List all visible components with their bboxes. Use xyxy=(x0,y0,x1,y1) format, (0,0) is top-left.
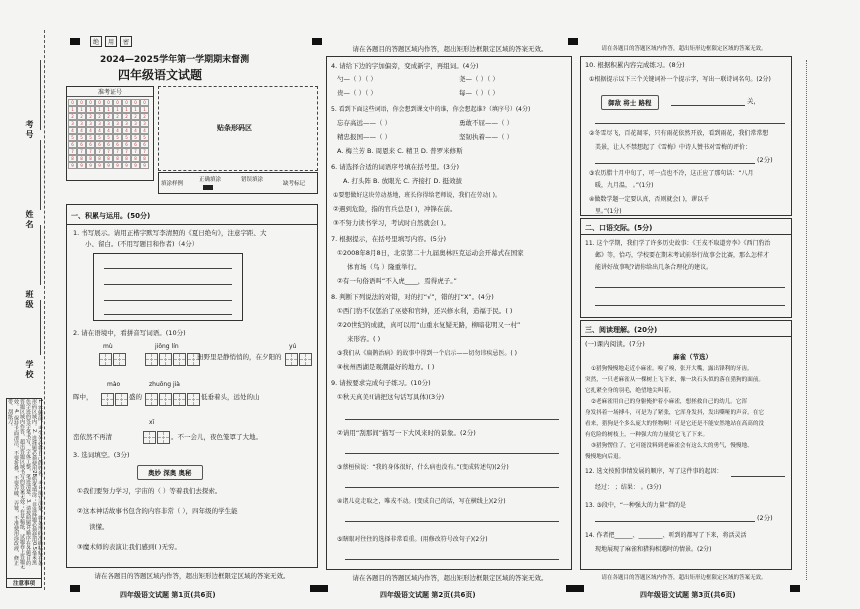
number-bubble[interactable]: 6 xyxy=(68,141,77,148)
number-bubble[interactable]: 3 xyxy=(131,120,140,127)
answer-cell[interactable] xyxy=(173,353,186,366)
answer-line[interactable] xyxy=(595,305,785,306)
pinyin-6: xī xyxy=(149,419,155,426)
number-bubble[interactable]: 7 xyxy=(77,148,86,155)
q2-line-2b: 盛的 xyxy=(129,393,142,401)
corner-mark xyxy=(70,38,80,45)
q10-row-c2: (2分) xyxy=(757,156,773,164)
q2-line-1: 田野里是静悄悄的，在夕阳的 xyxy=(197,353,282,361)
number-bubble[interactable]: 1 xyxy=(122,106,131,113)
number-grid-row xyxy=(68,120,152,127)
number-bubble[interactable]: 5 xyxy=(140,134,149,141)
number-grid-row xyxy=(68,155,152,162)
number-bubble[interactable]: 4 xyxy=(104,127,113,134)
corner-mark xyxy=(790,585,800,592)
number-bubble[interactable]: 0 xyxy=(95,99,104,106)
number-bubble[interactable]: 3 xyxy=(77,120,86,127)
passage-line: 有危险的树枝上，一种强大的力量使它飞了下来。 xyxy=(585,432,709,438)
q11-line-c: 能讲好故事呢?请你给出几条合理化的建议。 xyxy=(595,264,713,271)
q6-options: A. 打头阵 B. 放眼光 C. 齐接打 D. 挺效拔 xyxy=(343,177,463,185)
section-3-box xyxy=(580,320,792,570)
q10-row-e: 暖，九月温， 。”(1分) xyxy=(595,182,654,189)
answer-cell[interactable] xyxy=(113,353,126,366)
q3-c2b: 读懂。 xyxy=(89,523,109,531)
q1-line-b: 小、留白。(不用写题目和作者)（4分） xyxy=(85,240,199,248)
number-bubble[interactable]: 6 xyxy=(140,141,149,148)
passage-line: 身发抖着一场搏斗，可是为了紧张，它浑身发抖，发出嘶哑的声音。在它 xyxy=(585,410,765,416)
number-bubble[interactable]: 8 xyxy=(77,155,86,162)
q9-row-a: ①秋天真美!(请把这句话写具体)(3分) xyxy=(337,393,445,401)
number-bubble[interactable]: 3 xyxy=(95,120,104,127)
number-bubble[interactable]: 9 xyxy=(86,162,95,169)
q3-options: 奥妙 深奥 奥秘 xyxy=(137,465,203,480)
q2-title: 2. 请在语境中，看拼音写词语。(10分) xyxy=(73,329,186,337)
q7-row-a: ①2008年8月8日，北京第二十九届奥林匹克运动会开幕式在国家 xyxy=(337,249,524,257)
number-bubble[interactable]: 8 xyxy=(122,155,131,162)
number-grid-row xyxy=(68,134,152,141)
answer-line[interactable] xyxy=(731,476,785,477)
number-bubble[interactable]: 8 xyxy=(68,155,77,162)
number-bubble[interactable]: 6 xyxy=(104,141,113,148)
q9-row-b: ②请用“刮那间”描写一下大风来时的景象。(2分) xyxy=(337,429,476,437)
correct-fill-label: 正确填涂 xyxy=(199,177,222,183)
q3-c1: ①我们要努力学习，宇宙的（ ）等着我们去探索。 xyxy=(77,487,222,495)
answer-cell[interactable] xyxy=(285,353,298,366)
pinyin-4: mào xyxy=(107,381,121,388)
answer-notice: 请在各题目的答题区域内作答，超出矩形边框限定区域的答案无效。 xyxy=(352,574,548,582)
answer-cell[interactable] xyxy=(159,393,172,406)
number-bubble[interactable]: 4 xyxy=(77,127,86,134)
number-bubble[interactable]: 0 xyxy=(77,99,86,106)
answer-cell[interactable] xyxy=(187,393,200,406)
number-bubble[interactable]: 2 xyxy=(95,113,104,120)
number-bubble[interactable]: 4 xyxy=(95,127,104,134)
number-bubble[interactable]: 7 xyxy=(131,148,140,155)
q10-row-a: ①根据提示以下三个关键词补一个提示字，写出一联诗词名句。(2分) xyxy=(589,76,771,83)
number-bubble[interactable]: 0 xyxy=(104,99,113,106)
answer-notice: 请在各题目的答题区域内作答，超出矩形边框限定区域的答案无效。 xyxy=(352,45,548,53)
number-bubble[interactable]: 9 xyxy=(113,162,122,169)
number-bubble[interactable]: 5 xyxy=(68,134,77,141)
number-bubble[interactable]: 3 xyxy=(140,120,149,127)
passage-title: 麻雀（节选） xyxy=(673,353,712,361)
number-bubble[interactable]: 7 xyxy=(140,148,149,155)
q6-row-c: ③不努力读书学习，考试时自然就会( )。 xyxy=(333,219,450,227)
number-bubble[interactable]: 8 xyxy=(131,155,140,162)
badge: 密 xyxy=(120,36,132,47)
q4-row-a: 勺—（ ）（ ） xyxy=(337,75,377,83)
number-bubble[interactable]: 6 xyxy=(122,141,131,148)
q12-line-b: 经过： ；结果： 。(3分) xyxy=(595,484,662,491)
answer-line[interactable] xyxy=(345,487,559,488)
q2-line-3b: 。不一会儿，夜色笼罩了大地。 xyxy=(171,433,262,441)
answer-notice: 请在各题目的答题区域内作答，超出矩形边框限定区域的答案无效。 xyxy=(601,46,767,52)
number-bubble[interactable]: 0 xyxy=(140,99,149,106)
number-bubble[interactable]: 5 xyxy=(104,134,113,141)
secret-badges xyxy=(90,36,132,47)
left-dashed-line xyxy=(44,30,45,590)
number-bubble[interactable]: 9 xyxy=(140,162,149,169)
absent-mark-label: 缺考标记 xyxy=(283,181,306,187)
number-bubble[interactable]: 7 xyxy=(95,148,104,155)
number-bubble[interactable]: 7 xyxy=(122,148,131,155)
number-bubble[interactable]: 8 xyxy=(95,155,104,162)
answer-cell[interactable] xyxy=(157,431,170,444)
number-grid-row xyxy=(68,162,152,169)
corner-mark xyxy=(70,585,80,592)
number-bubble[interactable]: 1 xyxy=(140,106,149,113)
number-bubble[interactable]: 0 xyxy=(122,99,131,106)
number-bubble[interactable]: 1 xyxy=(95,106,104,113)
q11-line-b: 邺》等，恰巧，学校要在期末考试前举行故事会比赛，那么怎样才 xyxy=(595,252,770,259)
number-bubble[interactable]: 4 xyxy=(86,127,95,134)
number-bubble[interactable]: 4 xyxy=(140,127,149,134)
corner-mark xyxy=(318,585,328,592)
page-2-box xyxy=(326,56,572,570)
q10-tail: 关， xyxy=(747,97,760,105)
number-bubble[interactable]: 8 xyxy=(86,155,95,162)
number-bubble[interactable]: 1 xyxy=(131,106,140,113)
number-bubble[interactable]: 7 xyxy=(68,148,77,155)
side-label-kaohao: 考号 xyxy=(25,120,34,140)
side-label-xuexiao: 学校 xyxy=(25,360,34,380)
q3-c2: ②这本神话故事书包含的内容非常（ ），四年级的学生能 xyxy=(77,507,238,515)
q9-row-d: ④诸儿竞走取之，唯戎不动。(变成自己的话，写在横线上)(2分) xyxy=(337,498,506,505)
q1-line-a: 1. 书写展示。请用正楷字默写李清照的《夏日绝句》，注意字距、大 xyxy=(73,229,267,237)
answer-notice: 请在各题目的答题区域内作答，超出矩形边框限定区域的答案无效。 xyxy=(94,572,290,580)
q8-row-a: ①西门豹不仅惩治了巫婆和官绅，还兴修水利，造福于民。( ) xyxy=(337,307,513,315)
answer-cell[interactable] xyxy=(173,393,186,406)
number-bubble[interactable]: 9 xyxy=(77,162,86,169)
side-line-3 xyxy=(40,225,41,285)
section-3-title: 三、阅读理解。(20分) xyxy=(585,326,658,334)
q8-row-b: ②20世纪的成就，真可以用“山重水复疑无路，柳暗花明又一村” xyxy=(337,321,521,329)
instructions-title: 注意事项 xyxy=(7,578,41,587)
number-bubble[interactable]: 0 xyxy=(86,99,95,106)
passage-line: 看来，猎狗是个多么庞大的怪物啊！可是它还是不能安然地站在高高的没 xyxy=(585,421,765,427)
number-bubble[interactable]: 8 xyxy=(113,155,122,162)
pinyin-2: jiōng lín xyxy=(155,343,179,350)
q8-row-d: ③我们从《扁鹊治病》的故事中得到一个启示——切勿讳疾忌医。( ) xyxy=(337,350,517,357)
q5-row-a: 忘存高远——（ ） xyxy=(337,119,392,127)
q10-row-g: 里。”(1分) xyxy=(595,208,622,215)
section-2-box xyxy=(580,218,792,318)
q6-row-b: ②遇到危险，指的官兵总是( )，冲锋在前。 xyxy=(333,205,457,213)
number-bubble[interactable]: 4 xyxy=(113,127,122,134)
answer-line[interactable] xyxy=(595,521,755,522)
number-bubble[interactable]: 9 xyxy=(95,162,104,169)
exam-title: 2024—2025学年第一学期期末督测 xyxy=(100,55,250,65)
answer-line[interactable] xyxy=(345,453,559,454)
passage-line: ①猎狗慢慢地走近小麻雀。嗅了嗅，张开大嘴，露出锋利的牙齿。 xyxy=(591,366,753,372)
answer-line[interactable] xyxy=(671,105,745,106)
q5-row-b: 勇敢不屈——（ ） xyxy=(459,119,514,127)
q9-row-c: ③蔡桓侯说：“我的身体很好，什么病也没有。”(变成转述句)(2分) xyxy=(337,464,509,471)
answer-line[interactable] xyxy=(595,287,785,288)
number-bubble[interactable]: 9 xyxy=(104,162,113,169)
number-bubble[interactable]: 7 xyxy=(113,148,122,155)
q2-line-3a: 峦依然不再清 xyxy=(73,433,112,441)
q4-title: 4. 请给下边的字加偏旁，变成新字，再组词。(4分) xyxy=(331,62,479,70)
number-bubble[interactable]: 1 xyxy=(68,106,77,113)
pinyin-1: mù xyxy=(103,343,113,350)
answer-cell[interactable] xyxy=(145,393,158,406)
number-bubble[interactable]: 3 xyxy=(122,120,131,127)
number-bubble[interactable]: 5 xyxy=(131,134,140,141)
pinyin-5: zhuōng jià xyxy=(149,381,180,388)
q6-row-a: ①要想做好这块劳动基地，班长你得给老师说，我们在劳动( )。 xyxy=(333,192,501,199)
page-footer-3: 四年级语文试题 第3页(共6页) xyxy=(640,591,736,599)
number-bubble[interactable]: 2 xyxy=(68,113,77,120)
q9-title: 9. 请按要求完成句子练习。(10分) xyxy=(331,379,431,387)
q13-score: (2分) xyxy=(757,514,773,522)
q7-title: 7. 根据提示，在括号里填写内容。(5分) xyxy=(331,235,446,243)
section-2-title: 二、口语交际。(5分) xyxy=(585,224,653,232)
number-bubble[interactable]: 2 xyxy=(131,113,140,120)
side-line-1 xyxy=(40,60,41,130)
instructions-text: 1. 答题前，考生务必将自己的姓名、考号填写清楚，将条形码准确粘贴在条形码区域内。2. 选择题必须使用2B铅笔填涂；非选择题必须使用0.5毫米黑色字迹的签字笔书写，字体工整，笔迹清楚。3. 请按照题号顺序在各题目的答题区域内作答，超出答题区域书写的答案无效；在草稿纸、试题卷上答题无效。4. 保持卡面清洁，不要折叠，不要弄破、弄皱，不准使用涂改液、修正带、刮纸刀。 xyxy=(7,399,43,569)
q5-options: A. 梅兰芳 B. 周恩来 C. 精卫 D. 普罗米修斯 xyxy=(337,147,463,155)
q7-row-b: 体育场（鸟 ）隆重举行。 xyxy=(347,263,421,271)
passage-line: 突然，一只老麻雀从一棵树上飞下来，像一块石头似的落在猎狗的面前。 xyxy=(585,377,765,383)
answer-line[interactable] xyxy=(345,559,559,560)
q8-row-c: 来形容。( ) xyxy=(347,335,381,343)
q10-row-f: ④做数学题一定要认真，否则就会( )，谬以千 xyxy=(589,196,709,203)
fill-example-label: 填涂样例 xyxy=(161,181,184,187)
reading-1-title: (一)课内阅读。(7分) xyxy=(585,340,645,348)
number-bubble[interactable]: 2 xyxy=(86,113,95,120)
corner-mark xyxy=(574,585,584,592)
side-line-2 xyxy=(40,140,41,210)
passage-line: ②老麻雀用自己的身躯掩护着小麻雀，想拯救自己的幼儿。它浑 xyxy=(591,399,748,405)
zhunkao-label: 准考证号 xyxy=(67,87,153,97)
number-bubble[interactable]: 5 xyxy=(122,134,131,141)
number-grid-row xyxy=(68,106,152,113)
number-bubble[interactable]: 4 xyxy=(68,127,77,134)
answer-cell[interactable] xyxy=(115,393,128,406)
correct-fill-bubble xyxy=(203,185,213,190)
number-bubble[interactable]: 6 xyxy=(95,141,104,148)
number-bubble[interactable]: 5 xyxy=(113,134,122,141)
instructions-box xyxy=(6,398,42,588)
corner-mark xyxy=(568,38,578,45)
answer-cell[interactable] xyxy=(159,353,172,366)
answer-line[interactable] xyxy=(595,163,755,164)
section-1-box xyxy=(66,204,318,568)
number-bubble[interactable]: 9 xyxy=(122,162,131,169)
q11-line-a: 11. 这个学期，我们学了许多历史故事：《王戎不取道旁李》《西门豹治 xyxy=(585,240,771,247)
number-bubble[interactable]: 3 xyxy=(113,120,122,127)
number-grid-row xyxy=(68,141,152,148)
number-bubble[interactable]: 6 xyxy=(77,141,86,148)
number-bubble[interactable]: 4 xyxy=(131,127,140,134)
number-bubble[interactable]: 7 xyxy=(104,148,113,155)
q10-row-b: ②冬雪尽飞，百花凋零，只有雨花依然开放，看到雨花，我们常常想 xyxy=(589,130,769,137)
answer-notice: 请在各题目的答题区域内作答，超出矩形边框限定区域的答案无效。 xyxy=(601,575,767,581)
q14-line-a: 14. 作者把______、________、听到的都写了下来，将活灵活 xyxy=(585,532,747,539)
number-bubble[interactable]: 3 xyxy=(68,120,77,127)
q10-box xyxy=(580,56,792,216)
number-bubble[interactable]: 1 xyxy=(113,106,122,113)
q5-row-d: 坚韧执着——（ ） xyxy=(459,133,514,141)
number-bubble[interactable]: 1 xyxy=(86,106,95,113)
answer-cell[interactable] xyxy=(145,353,158,366)
q4-row-c: 贵—（ ）（ ） xyxy=(337,89,377,97)
number-bubble[interactable]: 6 xyxy=(113,141,122,148)
q13-title: 13. ③段中，“一种强大的力量”指的是 xyxy=(585,502,687,509)
number-bubble[interactable]: 1 xyxy=(77,106,86,113)
q4-row-d: 每—（ ）（ ） xyxy=(459,89,499,97)
side-label-banji: 班级 xyxy=(25,290,34,310)
passage-line: ③猎狗愣住了，它可能没料到老麻雀会有这么大的勇气，慢慢地、 xyxy=(591,443,753,449)
badge: 绝 xyxy=(90,36,102,47)
answer-line[interactable] xyxy=(595,123,785,124)
number-bubble[interactable]: 0 xyxy=(131,99,140,106)
q10-row-d: ③农历腊十月中旬了，可一点也不冷，这正应了那句话：“八月 xyxy=(589,170,754,177)
answer-cell[interactable] xyxy=(99,353,112,366)
number-grid-row xyxy=(68,127,152,134)
number-bubble[interactable]: 5 xyxy=(77,134,86,141)
number-bubble[interactable]: 5 xyxy=(95,134,104,141)
side-label-xingming: 姓名 xyxy=(25,210,34,230)
page-footer-2: 四年级语文试题 第2页(共6页) xyxy=(380,591,476,599)
badge: 用 xyxy=(105,36,117,47)
q3-c3: ③魔术师的表演让我们感到( )无穷。 xyxy=(77,543,181,551)
q4-row-b: 尧—（ ）（ ） xyxy=(459,75,499,83)
number-bubble[interactable]: 4 xyxy=(122,127,131,134)
q5-title: 5. 看到下面这些词语，你会想到课文中的谁，你会想起谁?（填序号）(4分) xyxy=(331,106,531,113)
answer-cell[interactable] xyxy=(101,393,114,406)
answer-line[interactable] xyxy=(345,521,559,522)
q9-row-e: ⑤瞎眼对往往的选择非常看重。(用修改符号改句子)(2分) xyxy=(337,536,488,543)
q3-title: 3. 选词填空。(3分) xyxy=(73,451,130,459)
number-bubble[interactable]: 9 xyxy=(68,162,77,169)
wrong-fill-label: 错误填涂 xyxy=(241,177,264,183)
q5-row-c: 精忠报国——（ ） xyxy=(337,133,392,141)
section-1-title: 一、积累与运用。(50分) xyxy=(71,212,151,220)
exam-subtitle: 四年级语文试题 xyxy=(118,68,203,82)
q10-title: 10. 根据积累内容完成练习。(8分) xyxy=(585,61,685,69)
answer-cell[interactable] xyxy=(299,353,312,366)
number-grid-row xyxy=(68,99,152,106)
number-bubble[interactable]: 8 xyxy=(140,155,149,162)
number-bubble[interactable]: 1 xyxy=(104,106,113,113)
passage-line: 它扎紧全身的羽毛，绝望地尖叫着。 xyxy=(585,388,675,394)
corner-mark xyxy=(312,38,322,45)
right-ruler xyxy=(806,60,817,580)
page-footer-1: 四年级语文试题 第1页(共6页) xyxy=(120,591,216,599)
q6-title: 6. 请选择合适的词语序号填在括号里。(3分) xyxy=(331,163,459,171)
side-line-4 xyxy=(40,300,41,355)
pinyin-3: yú xyxy=(289,343,297,350)
number-bubble[interactable]: 3 xyxy=(104,120,113,127)
number-bubble[interactable]: 2 xyxy=(77,113,86,120)
q14-line-b: 现地展现了麻雀和猎狗相遇时的情景。(2分) xyxy=(595,546,712,553)
candidate-number-grid xyxy=(66,86,154,181)
q2-line-2c: 低垂着头，远处的山 xyxy=(201,393,260,401)
q1-writing-box[interactable] xyxy=(93,253,243,321)
answer-line[interactable] xyxy=(345,419,559,420)
number-grid-row xyxy=(68,113,152,120)
number-bubble[interactable]: 2 xyxy=(113,113,122,120)
q8-row-e: ④杭州西湖是观潮最好的地方。( ) xyxy=(337,363,435,371)
number-bubble[interactable]: 7 xyxy=(86,148,95,155)
passage-line: 慢慢地向后退。 xyxy=(585,454,625,460)
number-bubble[interactable]: 6 xyxy=(131,141,140,148)
number-bubble[interactable]: 0 xyxy=(68,99,77,106)
number-grid-row xyxy=(68,148,152,155)
number-bubble[interactable]: 2 xyxy=(122,113,131,120)
q7-row-c: ②有一句俗语叫“不入虎____，焉得虎子。” xyxy=(337,277,457,285)
q12-title: 12. 选文按照事情发展的顺序，写了这件事的起因： xyxy=(585,468,723,475)
number-bubble[interactable]: 5 xyxy=(86,134,95,141)
number-bubble[interactable]: 0 xyxy=(113,99,122,106)
barcode-area xyxy=(158,86,318,171)
number-bubble[interactable]: 2 xyxy=(104,113,113,120)
number-bubble[interactable]: 9 xyxy=(131,162,140,169)
fill-example xyxy=(158,172,318,194)
number-bubble[interactable]: 2 xyxy=(140,113,149,120)
number-bubble[interactable]: 6 xyxy=(86,141,95,148)
q8-title: 8. 判断下列说法的对错，对的打“√”，错的打“X”。(4分) xyxy=(331,293,494,301)
q2-line-2a: 晖中， xyxy=(73,393,93,401)
number-bubble[interactable]: 3 xyxy=(86,120,95,127)
answer-cell[interactable] xyxy=(143,431,156,444)
number-bubble[interactable]: 8 xyxy=(104,155,113,162)
q10-keywords: 御敌 将士 路程 xyxy=(601,95,659,110)
q10-row-c: 美景，让人不禁想起了《雪梅》中诗人赞书对雪梅的评价： xyxy=(595,144,752,151)
barcode-label: 贴条形码区 xyxy=(217,124,252,132)
